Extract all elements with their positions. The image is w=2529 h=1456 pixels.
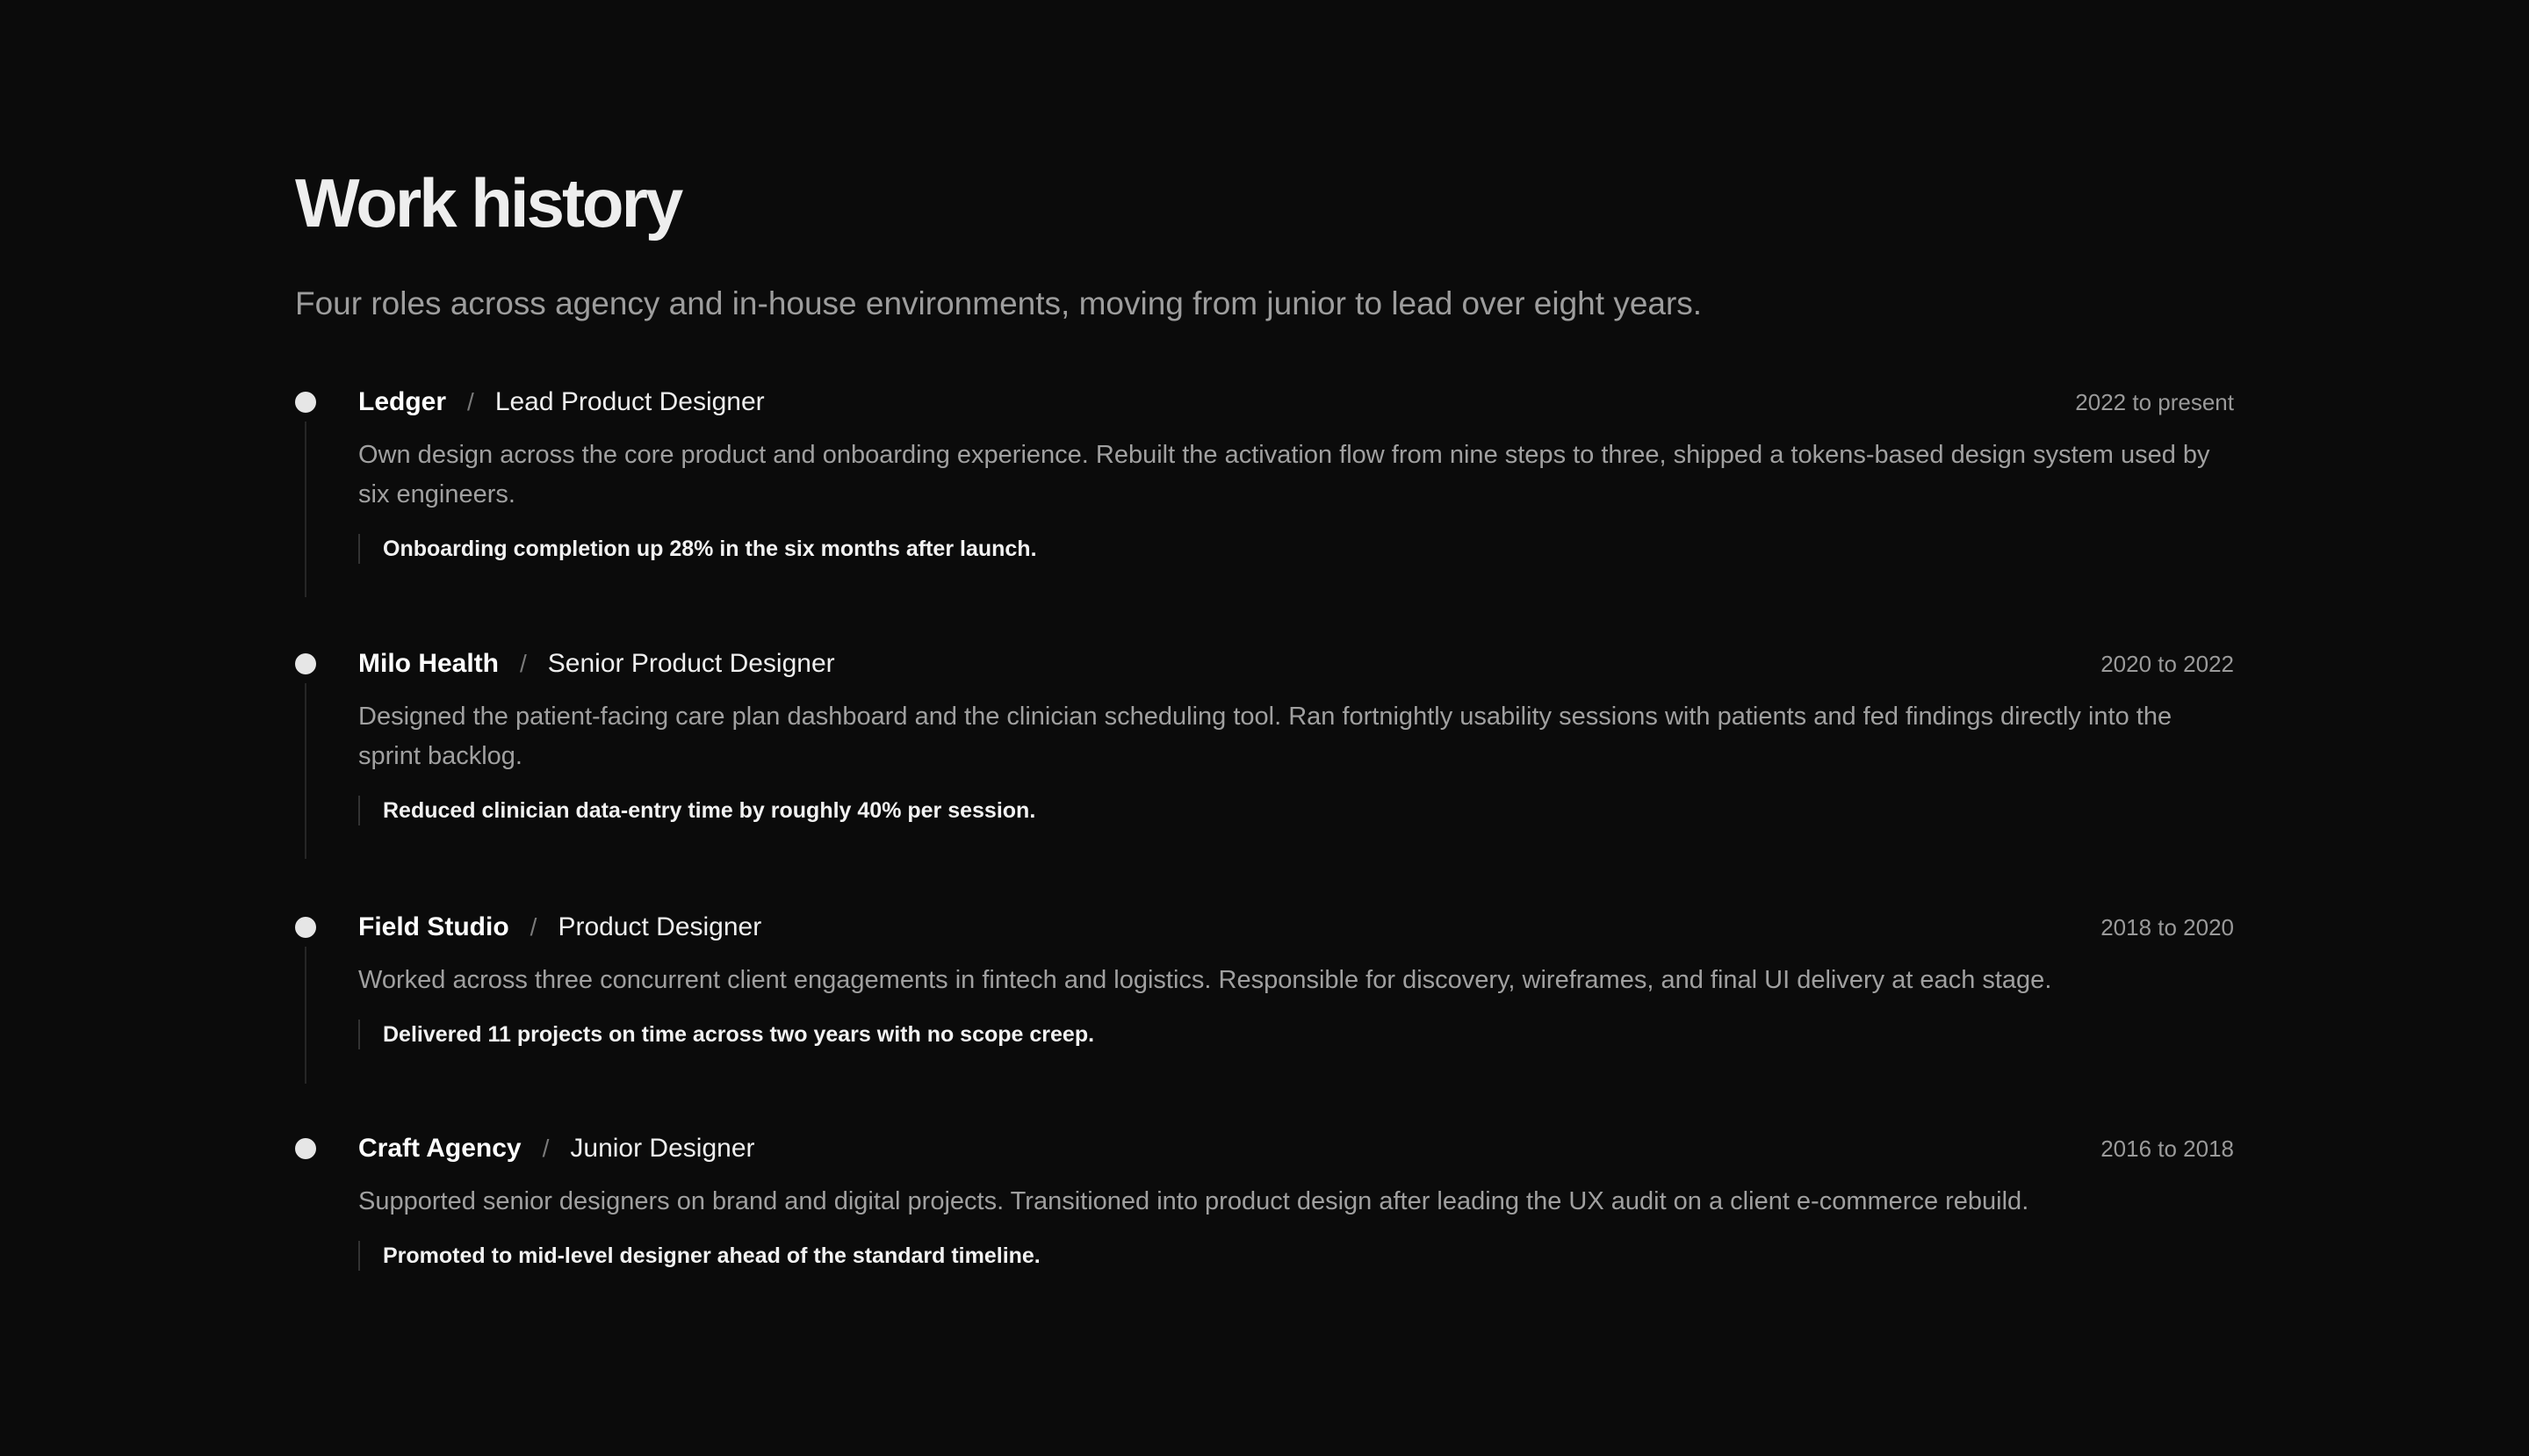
job-title-group — [358, 372, 765, 432]
company-name: Craft Agency — [358, 1134, 522, 1163]
separator: / — [467, 388, 474, 415]
job-highlight: Delivered 11 projects on time across two years with no scope creep. — [358, 1020, 2234, 1049]
timeline-item — [295, 1119, 2234, 1294]
job-role: Product Designer — [558, 912, 762, 941]
job-highlight: Promoted to mid-level designer ahead of the standard timeline. — [358, 1241, 2234, 1271]
job-description: Own design across the core product and onboarding experience. Rebuilt the activation flow from nine steps to three, shipped a tokens-based design system used by six engineers. — [358, 441, 2210, 508]
job-title-group — [358, 897, 761, 957]
timeline-item — [295, 372, 2234, 634]
job-role: Junior Designer — [570, 1134, 755, 1163]
timeline-dot-icon — [295, 392, 316, 413]
company-name: Milo Health — [358, 649, 500, 678]
page-subtitle: Four roles across agency and in-house environments, moving from junior to lead over eight years. — [295, 285, 1703, 321]
timeline-line — [305, 683, 306, 859]
job-highlight: Onboarding completion up 28% in the six months after launch. — [358, 534, 2234, 564]
job-header — [358, 372, 2234, 432]
timeline-item — [295, 634, 2234, 897]
job-title-group — [358, 1119, 755, 1178]
job-highlight: Reduced clinician data-entry time by roughly 40% per session. — [358, 796, 2234, 825]
job-period: 2018 to 2020 — [2100, 914, 2234, 941]
timeline-dot-icon — [295, 1138, 316, 1159]
job-role: Senior Product Designer — [547, 649, 835, 678]
job-period: 2022 to present — [2075, 389, 2234, 415]
job-description: Designed the patient-facing care plan dashboard and the clinician scheduling tool. Ran fortnightly usability sessions with patients and fed findings directly into the sprint backlog. — [358, 703, 2172, 770]
separator: / — [530, 913, 537, 941]
job-header — [358, 897, 2234, 957]
job-description: Supported senior designers on brand and digital projects. Transitioned into product design after leading the UX audit on a client e-commerce rebuild. — [358, 1187, 2029, 1215]
timeline-line — [305, 947, 306, 1084]
company-name: Field Studio — [358, 912, 509, 941]
job-description: Worked across three concurrent client engagements in fintech and logistics. Responsible for discovery, wireframes, and final UI delivery at each stage. — [358, 966, 2052, 994]
timeline-item — [295, 897, 2234, 1119]
job-period: 2020 to 2022 — [2100, 651, 2234, 677]
job-period: 2016 to 2018 — [2100, 1135, 2234, 1162]
job-header — [358, 634, 2234, 694]
job-header — [358, 1119, 2234, 1178]
job-role: Lead Product Designer — [494, 387, 765, 416]
job-title-group — [358, 634, 835, 694]
timeline-line — [305, 422, 306, 597]
separator: / — [520, 650, 527, 677]
timeline-dot-icon — [295, 917, 316, 938]
company-name: Ledger — [358, 387, 447, 416]
separator: / — [542, 1135, 550, 1162]
page-title: Work history — [295, 164, 681, 241]
timeline-dot-icon — [295, 653, 316, 674]
work-history-section — [295, 155, 2234, 1294]
timeline — [295, 372, 2234, 1294]
